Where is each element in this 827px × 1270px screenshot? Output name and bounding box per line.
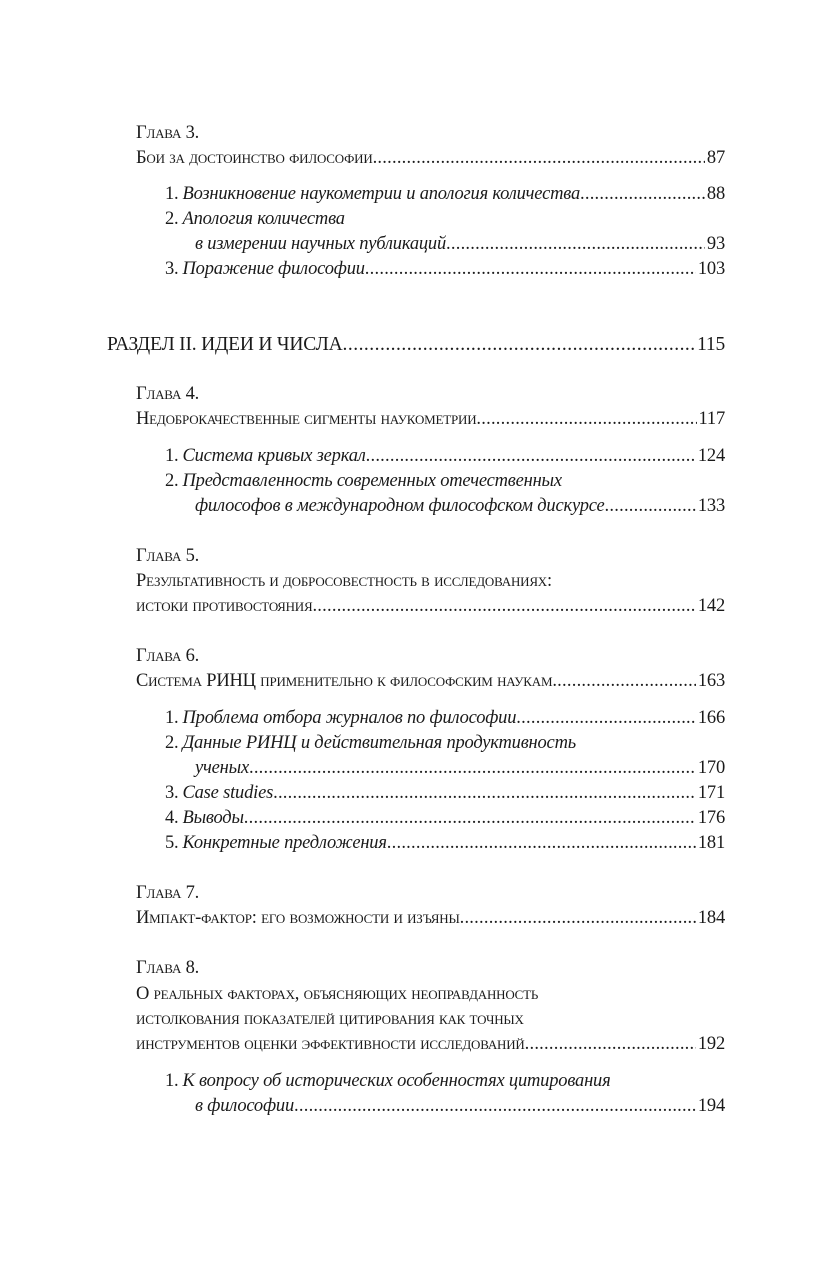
dot-leader: [387, 831, 696, 856]
item-number: 3.: [165, 783, 179, 803]
page-number: 133: [697, 496, 725, 516]
page-number: 93: [706, 234, 725, 254]
section-title: РАЗДЕЛ II. ИДЕИ И ЧИСЛА: [107, 334, 343, 355]
dot-leader: [343, 332, 696, 357]
chapter-label: Глава 4.: [136, 384, 200, 404]
toc-entry-chapter-7[interactable]: [136, 906, 725, 931]
entry-title: О реальных факторах, объясняющих неоправданность: [136, 984, 539, 1004]
toc-entry-chapter-8-cont2[interactable]: [136, 1032, 725, 1057]
toc-entry-chapter-3[interactable]: [136, 146, 725, 171]
toc-entry-chapter-8-cont[interactable]: [136, 1007, 725, 1032]
chapter-7-heading: [136, 881, 725, 906]
page-number: 88: [706, 184, 725, 204]
toc-entry-8-1-cont[interactable]: [195, 1094, 725, 1119]
dot-leader: [605, 494, 696, 519]
title-acronym: РИНЦ: [206, 671, 256, 691]
toc-entry-3-1[interactable]: [165, 182, 725, 207]
page-number: 184: [697, 908, 725, 928]
toc-entry-chapter-8[interactable]: [136, 982, 725, 1007]
toc-entry-6-1[interactable]: [165, 706, 725, 731]
entry-title: Возникновение наукометрии и апология количества: [182, 184, 580, 204]
chapter-label: Глава 7.: [136, 883, 200, 903]
entry-title-cont: в философии: [195, 1096, 295, 1116]
title-part: применительно к философским наукам: [255, 671, 553, 691]
dot-leader: [460, 906, 696, 931]
dot-leader: [580, 182, 705, 207]
toc-entry-3-2-cont[interactable]: [195, 232, 725, 257]
toc-entry-4-1[interactable]: [165, 444, 725, 469]
entry-title: Система кривых зеркал: [182, 446, 366, 466]
page-number: 192: [697, 1034, 725, 1054]
page-number: 176: [697, 808, 725, 828]
item-number: 2.: [165, 209, 179, 229]
page-number: 171: [697, 783, 725, 803]
chapter-3-heading: [136, 121, 725, 146]
page-number: 194: [697, 1096, 725, 1116]
entry-title-cont: инструментов оценки эффективности исследований: [136, 1034, 525, 1054]
item-number: 2.: [165, 733, 179, 753]
entry-title-cont: истолкования показателей цитирования как точных: [136, 1009, 524, 1029]
item-number: 3.: [165, 259, 179, 279]
entry-title-cont: в измерении научных публикаций: [195, 234, 447, 254]
page-number: 163: [697, 671, 725, 691]
entry-title: Импакт-фактор: его возможности и изъяны: [136, 908, 460, 928]
item-number: 4.: [165, 808, 179, 828]
toc-entry-chapter-5-cont[interactable]: [136, 594, 725, 619]
dot-leader: [525, 1032, 696, 1057]
item-number: 2.: [165, 471, 179, 491]
page-number: 142: [697, 596, 725, 616]
toc-entry-6-5[interactable]: [165, 831, 725, 856]
entry-title: К вопросу об исторических особенностях цитирования: [182, 1071, 611, 1091]
toc-entry-6-4[interactable]: [165, 806, 725, 831]
page-number: 115: [697, 334, 725, 355]
entry-title-cont: философов в международном философском дискурсе: [195, 496, 605, 516]
page-number: 124: [697, 446, 725, 466]
chapter-label: Глава 8.: [136, 958, 200, 978]
toc-entry-8-1[interactable]: [165, 1069, 725, 1094]
page-number: 166: [697, 708, 725, 728]
entry-title: Поражение философии: [182, 259, 365, 279]
dot-leader: [294, 1094, 696, 1119]
chapter-label: Глава 6.: [136, 646, 200, 666]
toc-entry-chapter-4[interactable]: [136, 407, 725, 432]
title-part: Система: [136, 671, 207, 691]
dot-leader: [373, 146, 705, 171]
chapter-label: Глава 3.: [136, 123, 200, 143]
entry-title: Проблема отбора журналов по философии: [182, 708, 517, 728]
item-number: 5.: [165, 833, 179, 853]
toc-entry-6-2-cont[interactable]: [195, 756, 725, 781]
page-number: 181: [697, 833, 725, 853]
toc-entry-section-2[interactable]: [107, 332, 725, 357]
item-number: 1.: [165, 1071, 179, 1091]
dot-leader: [312, 594, 695, 619]
chapter-label: Глава 5.: [136, 546, 200, 566]
toc-entry-4-2[interactable]: [165, 469, 725, 494]
chapter-5-heading: [136, 544, 725, 569]
toc-entry-6-2[interactable]: [165, 731, 725, 756]
toc-entry-chapter-6[interactable]: [136, 669, 725, 694]
page-number: 87: [706, 148, 725, 168]
entry-title-cont: ученых: [195, 758, 249, 778]
dot-leader: [552, 669, 696, 694]
entry-title: Представленность современных отечественных: [182, 471, 562, 491]
toc-entry-3-2[interactable]: [165, 207, 725, 232]
entry-title: Результативность и добросовестность в исследованиях:: [136, 571, 552, 591]
entry-title: Конкретные предложения: [182, 833, 387, 853]
dot-leader: [273, 781, 696, 806]
entry-title: Данные РИНЦ и действительная продуктивность: [182, 733, 576, 753]
dot-leader: [365, 257, 696, 282]
dot-leader: [446, 232, 705, 257]
page-number: 170: [697, 758, 725, 778]
dot-leader: [244, 806, 696, 831]
entry-title: Бои за достоинство философии: [136, 148, 373, 168]
item-number: 1.: [165, 184, 179, 204]
chapter-4-heading: [136, 382, 725, 407]
toc-entry-3-3[interactable]: [165, 257, 725, 282]
item-number: 1.: [165, 708, 179, 728]
item-number: 1.: [165, 446, 179, 466]
chapter-6-heading: [136, 644, 725, 669]
entry-title: [136, 669, 552, 694]
chapter-8-heading: [136, 956, 725, 981]
dot-leader: [516, 706, 696, 731]
entry-title-cont: истоки противостояния: [136, 596, 313, 616]
dot-leader: [476, 407, 696, 432]
toc-entry-4-2-cont[interactable]: [195, 494, 725, 519]
dot-leader: [366, 444, 696, 469]
toc-entry-chapter-5[interactable]: [136, 569, 725, 594]
page-number: 117: [698, 409, 725, 429]
dot-leader: [249, 756, 696, 781]
entry-title: Case studies: [182, 783, 274, 803]
toc-entry-6-3[interactable]: [165, 781, 725, 806]
page-number: 103: [697, 259, 725, 279]
entry-title: Апология количества: [182, 209, 345, 229]
entry-title: Выводы: [182, 808, 244, 828]
entry-title: Недоброкачественные сигменты наукометрии: [136, 409, 477, 429]
